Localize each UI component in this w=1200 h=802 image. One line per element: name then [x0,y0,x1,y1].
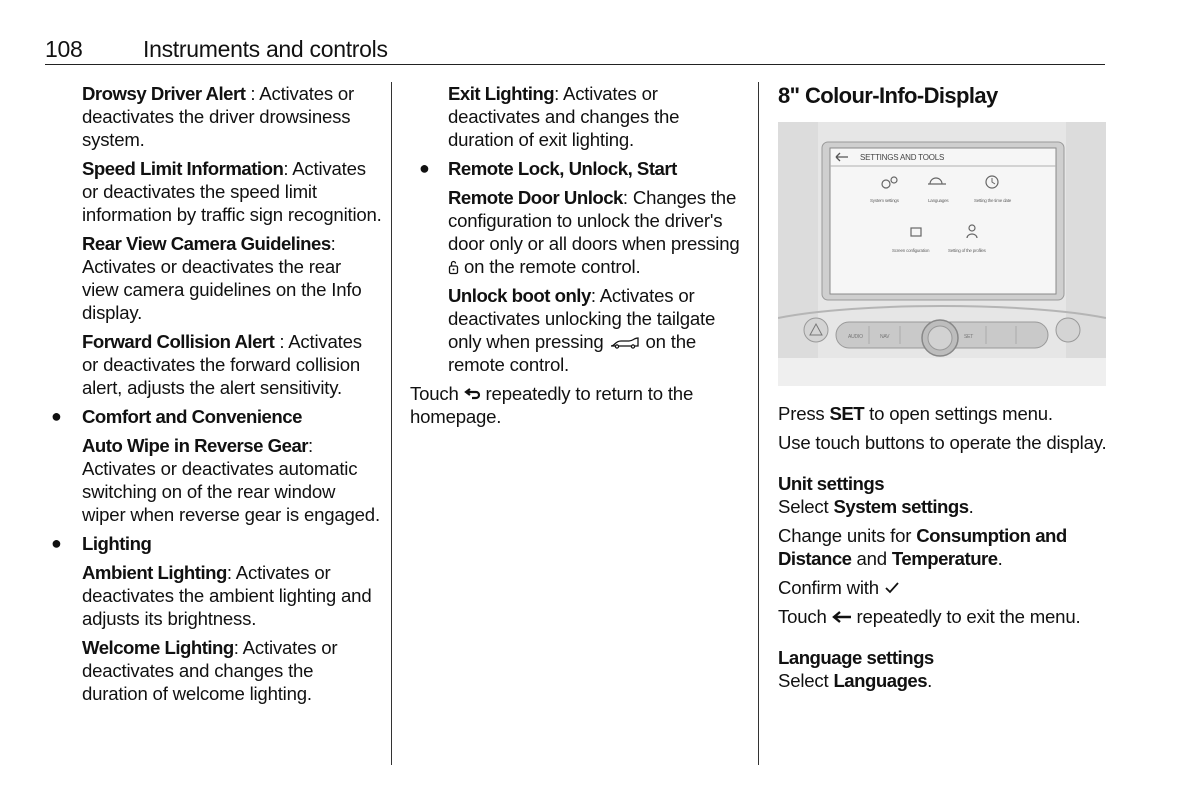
change-units-text: Change units for Consumption and Distance and Temperature. [778,525,1067,569]
drowsy-driver-alert-item: Drowsy Driver Alert : Activates or deactivates the driver drowsiness system. [82,83,355,150]
column-2 [410,82,745,434]
exit-menu-text: Touch repeatedly to exit the menu. [778,606,1081,627]
screen-title: SETTINGS AND TOOLS [860,153,945,162]
select-system-settings: Select System settings. [778,496,974,517]
column-3 [778,82,1113,698]
auto-wipe-item: Auto Wipe in Reverse Gear: Activates or deactivates automatic switching on of the rear window wiper when reverse gear is engaged. [82,435,380,525]
language-settings-heading: Language settings [778,647,934,668]
select-languages: Select Languages. [778,670,933,691]
page-number: 108 [45,36,83,62]
info-display-figure [778,122,1106,386]
info-display-illustration [778,122,1106,386]
column-divider-2 [758,82,759,765]
exit-lighting-item: Exit Lighting: Activates or deactivates and changes the duration of exit lighting. [448,83,680,150]
back-arrow-icon [832,610,852,624]
figure-label: Screen configuration [892,248,930,253]
use-touch-text: Use touch buttons to operate the display. [778,432,1107,453]
bullet-icon: ● [51,406,62,426]
figure-label: Setting of the profiles [948,248,986,253]
ambient-lighting-item: Ambient Lighting: Activates or deactivates the ambient lighting and adjusts its brightness. [82,562,372,629]
unlock-boot-item: Unlock boot only: Activates or deactivates unlocking the tailgate only when pressing on the remote control. [448,285,716,375]
audio-button-label: AUDIO [848,334,863,340]
lighting-heading: ● Lighting [51,533,152,554]
set-button-label: SET [964,334,974,340]
bullet-icon: ● [51,533,62,553]
checkmark-icon [884,581,900,595]
figure-label: Setting the time date [974,198,1012,203]
remote-heading: ● Remote Lock, Unlock, Start [419,158,677,179]
bullet-icon: ● [419,158,430,178]
figure-label: Languages [928,198,949,203]
camera-guidelines-item: Rear View Camera Guidelines: Activates or deactivates the rear view camera guidelines on the Info display. [82,233,362,323]
forward-collision-item: Forward Collision Alert : Activates or deactivates the forward collision alert, adjusts the alert sensitivity. [82,331,362,398]
nav-button-label: NAV [880,334,890,340]
unit-settings-heading: Unit settings [778,473,885,494]
welcome-lighting-item: Welcome Lighting: Activates or deactivates and changes the duration of welcome lighting. [82,637,338,704]
column-1 [51,82,382,711]
figure-label: System settings [870,198,899,203]
tailgate-icon [609,335,641,349]
section-title: 8" Colour-Info-Display [778,83,998,108]
confirm-text: Confirm with [778,576,1113,599]
return-homepage-text: Touch repeatedly to return to the homepage. [410,383,694,427]
column-divider-1 [391,82,392,765]
press-set-text: Press SET to open settings menu. [778,403,1053,424]
comfort-heading: ● Comfort and Convenience [51,406,302,427]
remote-door-unlock-item: Remote Door Unlock: Changes the configuration to unlock the driver's door only or all doors when pressing on the remote control. [448,187,740,277]
page-title: Instruments and controls [143,36,388,62]
key-unlock-icon [448,259,459,275]
speed-limit-item: Speed Limit Information: Activates or deactivates the speed limit information by traffic sign recognition. [82,158,382,225]
page-header [45,34,1105,65]
back-return-icon [464,387,481,401]
